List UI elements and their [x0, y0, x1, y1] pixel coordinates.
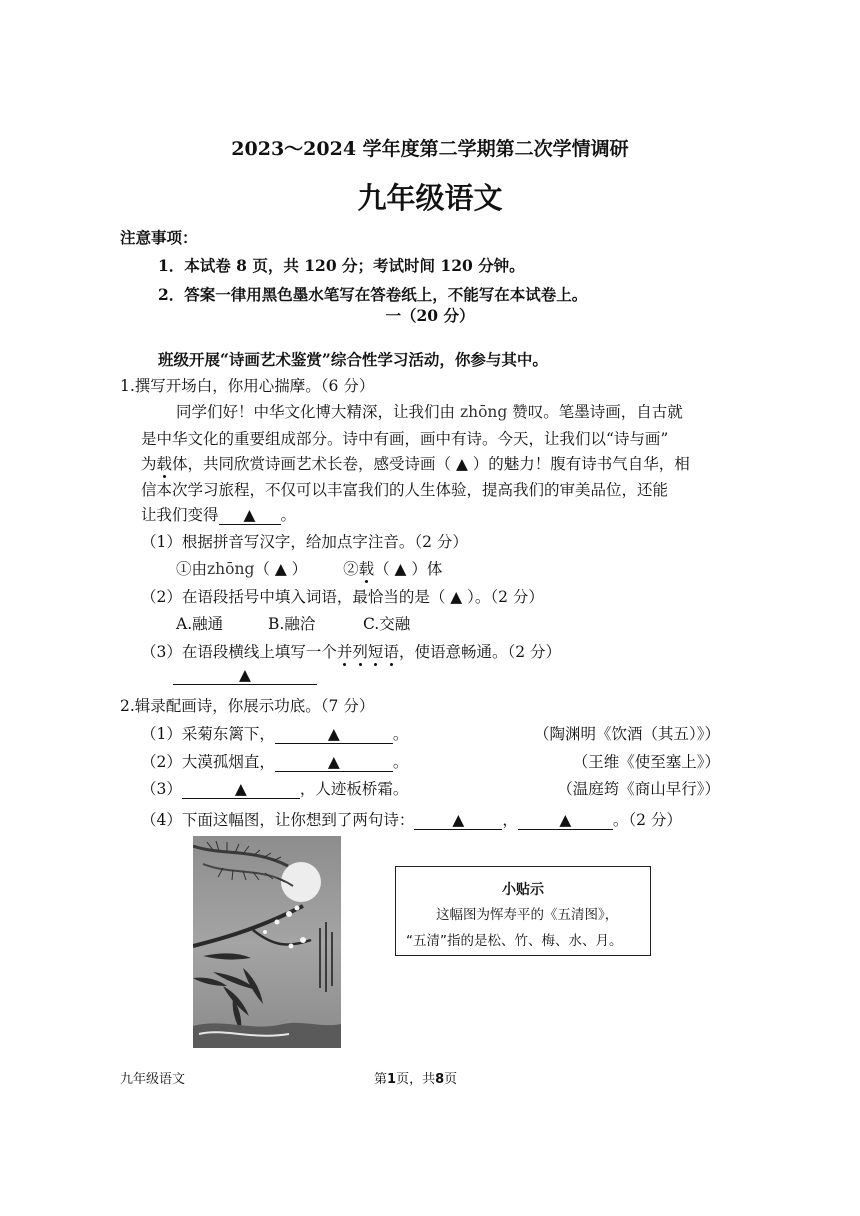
q2-item-3 [141, 777, 408, 799]
q2-item-text: 。 [392, 725, 409, 743]
q1-para-text: 为 [141, 455, 157, 473]
footer-page-number: 1 [387, 1072, 397, 1087]
tip-line-1: 这幅图为恽寿平的《五清图》， [436, 907, 619, 923]
q2-source-1: （陶渊明《饮酒（其五）》） [533, 725, 720, 743]
q1-sub1-b-pre: ② [343, 560, 359, 578]
q2-item-4 [141, 808, 682, 830]
q1-dotted-char: 载 [156, 455, 173, 473]
q1-sub3-blank-line [173, 666, 317, 685]
footer-page-text: 页，共 [396, 1072, 436, 1087]
tip-title: 小贴示 [502, 882, 544, 898]
tip-line-2: “五清”指的是松、竹、梅、水、月。 [406, 933, 623, 949]
q2-item-text: （4）下面这幅图，让你想到了两句诗： [141, 811, 415, 829]
q1-option-c[interactable]: C.交融 [363, 615, 411, 633]
painting-svg [193, 836, 341, 1048]
q1-sub3-dotted: 语 [383, 643, 399, 661]
q1-para-text: 。 [280, 506, 297, 524]
footer-page-text: 页 [444, 1072, 458, 1087]
q1-para-line-2: 是中华文化的重要组成部分。诗中有画，画中有诗。今天，让我们以“诗与画” [141, 430, 669, 448]
q1-sub-1: （1）根据拼音写汉字，给加点字注音。（2 分） [141, 533, 468, 551]
footer-page-total: 8 [435, 1072, 445, 1087]
q1-para-line-4: 信本次学习旅程，不仅可以丰富我们的人生体验，提高我们的审美品位，还能 [141, 481, 669, 499]
q1-sub3-dotted: 列 [352, 643, 368, 661]
q2-item-text: 。（2 分） [612, 811, 682, 829]
footer-page-text: 第 [374, 1072, 388, 1087]
q1-para-line-3 [141, 452, 690, 474]
q1-sub1-a-pre: ①由 [176, 560, 208, 578]
q1-sub1-a-pinyin: zhōng [207, 560, 255, 578]
q1-sub3-post: ，使语意畅通。（2 分） [398, 643, 561, 661]
q1-para-line-5 [141, 503, 296, 525]
q2-blank[interactable]: ▲ [414, 811, 502, 830]
q2-item-text: （3） [141, 780, 182, 798]
q1-sub1-b-answer[interactable]: （ ▲ ）体 [374, 560, 443, 578]
q2-blank[interactable]: ▲ [182, 780, 300, 799]
tip-box [395, 866, 651, 956]
q1-sub1-a-answer[interactable]: （ ▲ ） [254, 560, 308, 578]
q1-sub-2: （2）在语段括号中填入词语，最恰当的是（ ▲ ）。（2 分） [141, 588, 544, 606]
q2-blank[interactable]: ▲ [518, 811, 613, 830]
q1-option-b[interactable]: B.融洽 [268, 615, 316, 633]
q1-blank[interactable]: ▲ [219, 506, 281, 525]
footer-page-info [374, 1068, 457, 1087]
q2-title: 2.辑录配画诗，你展示功底。（7 分） [120, 697, 375, 715]
q1-sub3-pre: （3）在语段横线上填写一个 [141, 643, 337, 661]
exam-title: 2023～2024 学年度第二学期第二次学情调研 [231, 138, 629, 160]
q1-option-a[interactable]: A.融通 [176, 615, 224, 633]
q1-sub-1-items [176, 557, 442, 579]
footer-subject: 九年级语文 [120, 1072, 186, 1087]
subject-title: 九年级语文 [357, 181, 503, 215]
q2-item-text: ， [502, 811, 518, 829]
q2-item-1 [141, 722, 408, 744]
q1-sub-3 [141, 640, 561, 662]
q2-item-text: 。 [392, 753, 409, 771]
q1-sub3-blank[interactable]: ▲ [173, 666, 317, 685]
q1-sub3-dotted: 并 [336, 643, 353, 661]
q1-sub1-b-dotted: 载 [358, 560, 375, 578]
notice-label: 注意事项： [120, 228, 198, 247]
q2-source-2: （王维《使至塞上》） [572, 753, 720, 771]
q2-item-text: （2）大漠孤烟直， [141, 753, 275, 771]
q2-item-2 [141, 750, 408, 772]
section-heading: 一（20 分） [385, 306, 475, 325]
q2-source-3: （温庭筠《商山早行》） [557, 780, 720, 798]
q2-blank[interactable]: ▲ [275, 753, 393, 772]
notice-item-1: 1．本试卷 8 页，共 120 分；考试时间 120 分钟。 [158, 256, 525, 275]
q2-item-text: （1）采菊东篱下， [141, 725, 275, 743]
q1-title: 1.撰写开场白，你用心揣摩。（6 分） [120, 377, 375, 395]
q1-para-text: 体，共同欣赏诗画艺术长卷，感受诗画（ ▲ ）的魅力！腹有诗书气自华，相 [172, 455, 690, 473]
q1-pinyin: zhōng [459, 403, 508, 421]
notice-item-2: 2．答案一律用黑色墨水笔写在答卷纸上，不能写在本试卷上。 [158, 285, 588, 304]
section-intro: 班级开展“诗画艺术鉴赏”综合性学习活动，你参与其中。 [158, 350, 548, 369]
q1-para-text: 同学们好！中华文化博大精深，让我们由 [176, 403, 456, 421]
q2-item-text: ，人迹板桥霜。 [299, 780, 409, 798]
wuqing-painting [193, 836, 341, 1048]
q1-sub3-dotted: 短 [367, 643, 384, 661]
q1-para-text: 让我们变得 [141, 506, 219, 524]
q1-para-text: 赞叹。笔墨诗画，自古就 [512, 403, 683, 421]
q2-blank[interactable]: ▲ [275, 725, 393, 744]
q1-para-line-1 [176, 400, 683, 422]
